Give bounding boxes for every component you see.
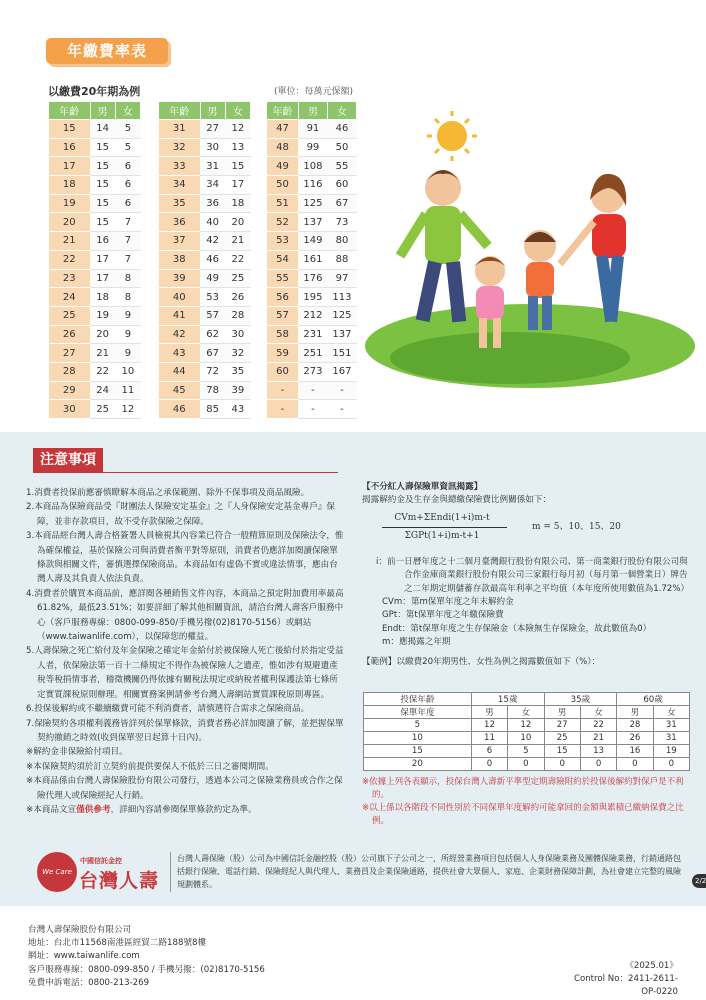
female-rate-cell: 22 [225, 250, 250, 269]
example-cell: 0 [580, 758, 616, 771]
notice-item: 2.本商品為保險商品受『財團法人保險安定基金』之『人身保險安定基金專戶』保障，並非存款項目，故不受存款保險之保障。 [26, 502, 335, 527]
example-subheader: 男 [471, 706, 507, 719]
example-cell: 0 [471, 758, 507, 771]
rate-table-3 [266, 101, 357, 419]
age-cell: 32 [159, 138, 201, 157]
age-cell: 30 [49, 400, 91, 419]
example-header: 投保年齡 [364, 693, 472, 706]
notice-title: 注意事項 [33, 448, 103, 472]
family-illustration [360, 96, 700, 396]
female-rate-cell: 6 [115, 157, 140, 176]
male-rate-cell: 57 [200, 306, 225, 325]
footer-service: 客戶服務專線：0800-099-850 / 手機另撥：(02)8170-5156 [28, 964, 265, 975]
rate-header-2: 女 [225, 102, 250, 120]
age-cell: 20 [49, 213, 91, 232]
example-cell: 15 [544, 745, 580, 758]
warning-notes [362, 776, 692, 828]
age-cell: 54 [267, 250, 299, 269]
table-row [267, 288, 357, 307]
example-cell: 19 [653, 745, 689, 758]
footer-company: 台灣人壽保險股份有限公司 [28, 925, 132, 935]
female-rate-cell: 21 [225, 232, 250, 251]
example-cell: 26 [617, 732, 653, 745]
female-rate-cell: 151 [327, 344, 356, 363]
table-row [49, 250, 141, 269]
female-rate-cell: 12 [115, 400, 140, 419]
table-row [49, 213, 141, 232]
example-cell: 13 [580, 745, 616, 758]
female-rate-cell: 80 [327, 232, 356, 251]
age-cell: 57 [267, 306, 299, 325]
male-rate-cell: 46 [200, 250, 225, 269]
table-row [267, 176, 357, 195]
table-row [49, 362, 141, 381]
definition-m: m：應揭露之年期 [382, 637, 451, 648]
female-rate-cell: 60 [327, 176, 356, 195]
example-cell: 16 [617, 745, 653, 758]
disclosure-formula [382, 512, 692, 552]
notice-item: 4.消費者於購買本商品前，應詳閱各種銷售文件內容，本商品之預定附加費用率最高61.82%，最低23.51%；如要詳細了解其他相關資訊，請洽台灣人壽客戶服務中心（客戶服務專線：0800-099-850/手機另撥(02)8170-5156）或網站（www.taiwanlife.com），以保障您的權益。 [26, 588, 344, 643]
age-cell: 56 [267, 288, 299, 307]
example-title: 【範例】以繳費20年期男性、女性為例之揭露數值如下（%）： [362, 656, 601, 667]
example-cell: 27 [544, 719, 580, 732]
rate-header-1: 男 [90, 102, 115, 120]
sun-icon [427, 111, 477, 161]
female-rate-cell: 18 [225, 194, 250, 213]
age-cell: 17 [49, 157, 91, 176]
notice-item: 3.本商品經台灣人壽合格簽署人員檢視其內容業已符合一般精算原則及保險法令，惟為確保權益，基於保險公司與消費者衡平對等原則，消費者仍應詳加閱讀保險單條款與相關文件，審慎選擇保險商品。本商品如有虛偽不實或違法情事，應由台灣人壽及其負責人依法負責。 [26, 531, 344, 585]
example-cell: 12 [508, 719, 544, 732]
example-cell: 10 [508, 732, 544, 745]
female-rate-cell: 137 [327, 325, 356, 344]
example-header: 60歲 [617, 693, 690, 706]
female-rate-cell: 6 [115, 176, 140, 195]
table-row [159, 288, 251, 307]
male-rate-cell: 27 [200, 120, 225, 139]
age-cell: 44 [159, 362, 201, 381]
table-row [49, 194, 141, 213]
example-cell: 20 [364, 758, 472, 771]
age-cell: 38 [159, 250, 201, 269]
company-description: 台灣人壽保險（股）公司為中國信託金融控股（股）公司旗下子公司之一，所經營業務項目包括個人人身保險業務及團體保險業務，行銷通路包括銀行保險、電話行銷、保險經紀人與代理人、業務員及企業保險通路，提供社會大眾個人、家庭、企業財務保障計劃，為社會建立完整的風險規劃體系。 [177, 854, 681, 889]
age-cell: 21 [49, 232, 91, 251]
footer-info [28, 924, 265, 990]
table-row [159, 232, 251, 251]
footer-website[interactable]: 網址：www.taiwanlife.com [28, 951, 140, 962]
footer-edition: 《2025.01》 [625, 961, 678, 971]
age-cell: 58 [267, 325, 299, 344]
brand-name: 台灣人壽 [79, 870, 160, 892]
table-row [267, 344, 357, 363]
rate-header-2: 女 [115, 102, 140, 120]
table-row [159, 138, 251, 157]
definition-gp: GPt：第t保單年度之年繳保險費 [382, 610, 504, 621]
male-rate-cell: 108 [298, 157, 327, 176]
age-cell: 45 [159, 381, 201, 400]
female-rate-cell: 13 [225, 138, 250, 157]
table-row [49, 232, 141, 251]
formula-denominator: ΣGPt(1+i)m-t+1 [404, 530, 480, 541]
definition-end: Endt：第t保單年度之生存保險金（本險無生存保險金，故此數值為0） [382, 623, 652, 634]
disclosure-section [362, 481, 692, 669]
female-rate-cell: 20 [225, 213, 250, 232]
male-rate-cell: 116 [298, 176, 327, 195]
disclosure-intro: 揭露解約金及生存金與總繳保險費比例關係如下： [362, 495, 552, 506]
age-cell: 37 [159, 232, 201, 251]
male-rate-cell: 15 [90, 157, 115, 176]
rate-header-0: 年齡 [267, 102, 299, 120]
example-cell: 12 [471, 719, 507, 732]
male-rate-cell: 24 [90, 381, 115, 400]
female-rate-cell: 10 [115, 362, 140, 381]
example-cell: 0 [617, 758, 653, 771]
example-cell: 15 [364, 745, 472, 758]
rate-header-1: 男 [298, 102, 327, 120]
notice-item: 6.投保後解約或不繼續繳費可能不利消費者，請慎選符合需求之保險商品。 [26, 704, 310, 715]
age-cell: 19 [49, 194, 91, 213]
table-row [49, 344, 141, 363]
notice-item: 7.保險契約各項權利義務皆詳列於保單條款，消費者務必詳加閱讀了解，並把握保單契約撤銷之時效(收到保單翌日起算十日內)。 [26, 718, 344, 743]
age-cell: 52 [267, 213, 299, 232]
female-rate-cell: 113 [327, 288, 356, 307]
male-rate-cell: 19 [90, 306, 115, 325]
male-rate-cell: - [298, 400, 327, 419]
age-cell: 22 [49, 250, 91, 269]
table-row [159, 325, 251, 344]
table-row [159, 381, 251, 400]
age-cell: - [267, 381, 299, 400]
age-cell: 53 [267, 232, 299, 251]
male-rate-cell: 31 [200, 157, 225, 176]
table-row [49, 269, 141, 288]
female-rate-cell: 9 [115, 325, 140, 344]
male-rate-cell: 42 [200, 232, 225, 251]
table-row [364, 719, 690, 732]
table-row [159, 213, 251, 232]
age-cell: 35 [159, 194, 201, 213]
male-rate-cell: 273 [298, 362, 327, 381]
male-rate-cell: 21 [90, 344, 115, 363]
table-row [49, 325, 141, 344]
age-cell: 59 [267, 344, 299, 363]
female-rate-cell: 11 [115, 381, 140, 400]
table-row [49, 138, 141, 157]
female-rate-cell: 73 [327, 213, 356, 232]
table-row [49, 306, 141, 325]
definition-cv: CVm：第m保單年度之年末解約金 [382, 597, 514, 608]
male-rate-cell: 17 [90, 250, 115, 269]
table-row [159, 344, 251, 363]
example-subheader: 女 [580, 706, 616, 719]
age-cell: 23 [49, 269, 91, 288]
example-subheader: 女 [508, 706, 544, 719]
female-rate-cell: 6 [115, 194, 140, 213]
table-row [267, 381, 357, 400]
formula-m-values: m = 5、10、15、20 [532, 521, 621, 532]
age-cell: 34 [159, 176, 201, 195]
table-row [267, 194, 357, 213]
brand-parent-name: 中國信託金控 [80, 857, 122, 865]
age-cell: 27 [49, 344, 91, 363]
table-row [49, 157, 141, 176]
brand-logo: We Care Family [37, 852, 77, 892]
example-subheader: 男 [544, 706, 580, 719]
male-rate-cell: 125 [298, 194, 327, 213]
male-rate-cell: 40 [200, 213, 225, 232]
male-rate-cell: 36 [200, 194, 225, 213]
age-cell: 50 [267, 176, 299, 195]
rate-header-0: 年齡 [49, 102, 91, 120]
disclosure-heading: 【不分紅人壽保險單資訊揭露】 [362, 482, 483, 492]
male-rate-cell: 14 [90, 120, 115, 139]
table-row [159, 400, 251, 419]
female-rate-cell: 67 [327, 194, 356, 213]
male-rate-cell: 16 [90, 232, 115, 251]
age-cell: 15 [49, 120, 91, 139]
male-rate-cell: 15 [90, 176, 115, 195]
female-rate-cell: 97 [327, 269, 356, 288]
warning-2: ※以上係以各階段不同性別於不同保單年度解約可能拿回的金額與累積已繳納保費之比例。 [362, 803, 684, 826]
table-row [267, 250, 357, 269]
footer-address: 地址：台北市11568南港區經貿二路188號8樓 [28, 938, 207, 949]
table-row [364, 745, 690, 758]
page-number-tab: 2/2 [692, 874, 706, 888]
table-row [159, 157, 251, 176]
table-row [267, 362, 357, 381]
page-title: 年繳費率表 [46, 38, 168, 64]
table-row [267, 325, 357, 344]
example-header: 35歲 [544, 693, 617, 706]
example-cell: 31 [653, 719, 689, 732]
age-cell: 46 [159, 400, 201, 419]
footer-control-no: Control No：2411-2611-OP-0220 [573, 974, 678, 998]
table-row [267, 232, 357, 251]
female-rate-cell: - [327, 381, 356, 400]
table-row [49, 288, 141, 307]
female-rate-cell: 28 [225, 306, 250, 325]
female-rate-cell: 15 [225, 157, 250, 176]
table-row [49, 120, 141, 139]
female-rate-cell: 39 [225, 381, 250, 400]
table-row [364, 732, 690, 745]
table-row [49, 176, 141, 195]
male-rate-cell: 72 [200, 362, 225, 381]
age-cell: 47 [267, 120, 299, 139]
notice-item-last: ※本商品文宣僅供參考，詳細內容請參閱保單條款約定為準。 [26, 804, 257, 815]
age-cell: 40 [159, 288, 201, 307]
notice-item: ※本商品係由台灣人壽保險股份有限公司發行，透過本公司之保險業務員或合作之保險代理人或保險經紀人行銷。 [26, 776, 343, 801]
age-cell: 48 [267, 138, 299, 157]
age-cell: - [267, 400, 299, 419]
example-cell: 22 [580, 719, 616, 732]
age-cell: 41 [159, 306, 201, 325]
male-rate-cell: 212 [298, 306, 327, 325]
notice-emphasis: 僅供參考 [76, 804, 111, 815]
age-cell: 24 [49, 288, 91, 307]
table-row [364, 758, 690, 771]
age-cell: 29 [49, 381, 91, 400]
unit-note: (單位：每萬元保額) [274, 87, 354, 97]
age-cell: 42 [159, 325, 201, 344]
age-cell: 39 [159, 269, 201, 288]
rate-table-1 [48, 101, 141, 419]
warning-1: ※依據上列各表顯示，投保台灣人壽新平準型定期壽險附約於投保後解約對保戶是不利的。 [362, 777, 684, 800]
age-cell: 49 [267, 157, 299, 176]
table-row [267, 138, 357, 157]
example-cell: 0 [653, 758, 689, 771]
table-row [159, 176, 251, 195]
example-cell: 31 [653, 732, 689, 745]
formula-numerator: CVm+ΣEndi(1+i)m-t [394, 512, 490, 523]
example-cell: 10 [364, 732, 472, 745]
male-rate-cell: 195 [298, 288, 327, 307]
example-table [363, 692, 690, 771]
rate-table-2 [158, 101, 251, 419]
notice-item: 5.人壽保險之死亡給付及年金保險之確定年金給付於被保險人死亡後給付於指定受益人者，依保險法第一百十二條規定不得作為被保險人之遺產，惟如涉有規避遺產稅等稅捐情事者，稽徵機關仍得依據有關稅法規定或納稅者權利保護法第七條所定實質課稅原則辦理。相關實務案例請參考台灣人壽網站實質課稅原則專區。 [26, 646, 344, 700]
female-rate-cell: 167 [327, 362, 356, 381]
male-rate-cell: 91 [298, 120, 327, 139]
table-row [49, 381, 141, 400]
notice-list [26, 486, 346, 817]
rate-header-1: 男 [200, 102, 225, 120]
female-rate-cell: 8 [115, 269, 140, 288]
female-rate-cell: 46 [327, 120, 356, 139]
male-rate-cell: - [298, 381, 327, 400]
female-rate-cell: 88 [327, 250, 356, 269]
example-cell: 0 [508, 758, 544, 771]
example-cell: 25 [544, 732, 580, 745]
female-rate-cell: 35 [225, 362, 250, 381]
notice-item: ※解約金非保險給付項目。 [26, 747, 128, 758]
example-cell: 5 [508, 745, 544, 758]
age-cell: 28 [49, 362, 91, 381]
male-rate-cell: 20 [90, 325, 115, 344]
male-rate-cell: 161 [298, 250, 327, 269]
female-rate-cell: 50 [327, 138, 356, 157]
male-rate-cell: 176 [298, 269, 327, 288]
female-rate-cell: 30 [225, 325, 250, 344]
female-rate-cell: - [327, 400, 356, 419]
male-rate-cell: 15 [90, 194, 115, 213]
female-rate-cell: 26 [225, 288, 250, 307]
male-rate-cell: 30 [200, 138, 225, 157]
female-rate-cell: 7 [115, 213, 140, 232]
example-cell: 28 [617, 719, 653, 732]
table-row [267, 400, 357, 419]
table-subtitle: 以繳費20年期為例 [48, 85, 141, 98]
female-rate-cell: 8 [115, 288, 140, 307]
male-rate-cell: 49 [200, 269, 225, 288]
male-rate-cell: 78 [200, 381, 225, 400]
male-rate-cell: 62 [200, 325, 225, 344]
age-cell: 36 [159, 213, 201, 232]
example-cell: 0 [544, 758, 580, 771]
male-rate-cell: 231 [298, 325, 327, 344]
table-row [267, 306, 357, 325]
table-row [267, 213, 357, 232]
male-rate-cell: 251 [298, 344, 327, 363]
female-rate-cell: 9 [115, 306, 140, 325]
age-cell: 18 [49, 176, 91, 195]
male-rate-cell: 18 [90, 288, 115, 307]
female-rate-cell: 125 [327, 306, 356, 325]
table-row [267, 120, 357, 139]
male-rate-cell: 149 [298, 232, 327, 251]
male-rate-cell: 17 [90, 269, 115, 288]
male-rate-cell: 67 [200, 344, 225, 363]
male-rate-cell: 99 [298, 138, 327, 157]
example-header: 15歲 [471, 693, 544, 706]
female-rate-cell: 12 [225, 120, 250, 139]
example-cell: 21 [580, 732, 616, 745]
rate-header-2: 女 [327, 102, 356, 120]
table-row [267, 269, 357, 288]
age-cell: 25 [49, 306, 91, 325]
age-cell: 26 [49, 325, 91, 344]
age-cell: 60 [267, 362, 299, 381]
male-rate-cell: 15 [90, 213, 115, 232]
male-rate-cell: 85 [200, 400, 225, 419]
male-rate-cell: 53 [200, 288, 225, 307]
female-rate-cell: 5 [115, 120, 140, 139]
table-row [159, 306, 251, 325]
table-row [159, 120, 251, 139]
male-rate-cell: 25 [90, 400, 115, 419]
age-cell: 43 [159, 344, 201, 363]
example-subheader: 男 [617, 706, 653, 719]
example-cell: 11 [471, 732, 507, 745]
female-rate-cell: 43 [225, 400, 250, 419]
age-cell: 31 [159, 120, 201, 139]
example-subheader: 保單年度 [364, 706, 472, 719]
female-rate-cell: 9 [115, 344, 140, 363]
example-cell: 6 [471, 745, 507, 758]
table-row [159, 362, 251, 381]
male-rate-cell: 34 [200, 176, 225, 195]
age-cell: 33 [159, 157, 201, 176]
example-cell: 5 [364, 719, 472, 732]
age-cell: 16 [49, 138, 91, 157]
female-rate-cell: 7 [115, 250, 140, 269]
table-row [49, 400, 141, 419]
male-rate-cell: 137 [298, 213, 327, 232]
table-row [159, 194, 251, 213]
male-rate-cell: 15 [90, 138, 115, 157]
female-rate-cell: 32 [225, 344, 250, 363]
definition-i: i：前一日曆年度之十二個月臺灣銀行股份有限公司、第一商業銀行股份有限公司與合作金庫商業銀行股份有限公司三家銀行每月初（每月第一個營業日）牌告之二年期定期儲蓄存款最高年利率之平均值（本年度所使用數值為1.72%） [376, 556, 690, 594]
female-rate-cell: 5 [115, 138, 140, 157]
female-rate-cell: 17 [225, 176, 250, 195]
brand-divider [170, 852, 171, 892]
notice-divider [33, 472, 338, 473]
table-row [159, 269, 251, 288]
notice-item: 1.消費者投保前應審慎瞭解本商品之承保範圍、除外不保事項及商品風險。 [26, 488, 310, 498]
male-rate-cell: 22 [90, 362, 115, 381]
female-rate-cell: 25 [225, 269, 250, 288]
rate-header-0: 年齡 [159, 102, 201, 120]
age-cell: 51 [267, 194, 299, 213]
footer-complaint: 免費申訴電話：0800-213-269 [28, 977, 150, 988]
table-row [159, 250, 251, 269]
table-row [267, 157, 357, 176]
notice-item: ※本保險契約須於訂立契約前提供要保人不低於三日之審閱期間。 [26, 761, 274, 772]
female-rate-cell: 55 [327, 157, 356, 176]
formula-fraction-bar [382, 527, 507, 528]
age-cell: 55 [267, 269, 299, 288]
female-rate-cell: 7 [115, 232, 140, 251]
example-subheader: 女 [653, 706, 689, 719]
